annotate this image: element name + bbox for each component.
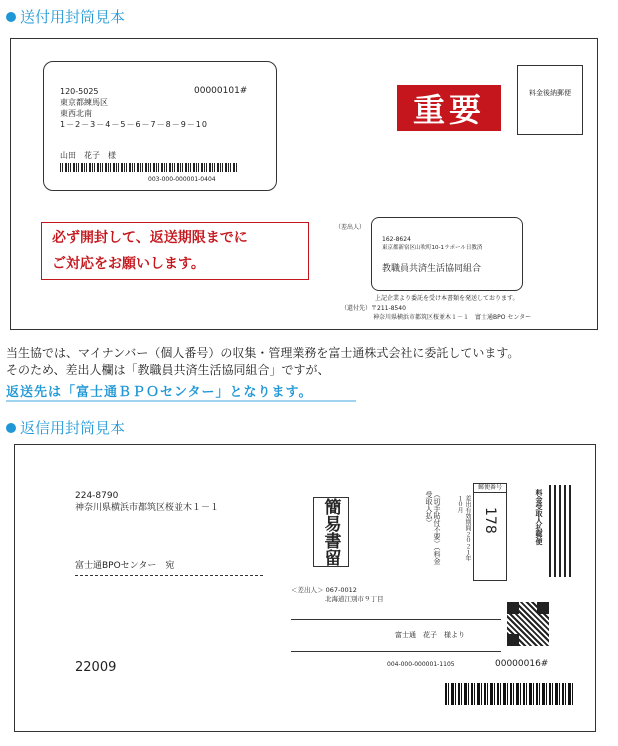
reply-address: 神奈川県横浜市都筑区桜並木１－１ [75,503,220,513]
send-envelope [10,38,598,330]
explanation-line-1: 当生協では、マイナンバー（個人番号）の収集・管理業務を富士通株式会社に委託しています。 [6,346,520,360]
notice-line-1: 必ず開封して、返送期限までに [52,230,248,246]
sender-window [371,217,523,291]
return-label: （還付先）〒211-8540 [341,305,406,312]
no-stamp-note: （切手貼付不要）（料金受取人払） [425,491,441,565]
postage-label: 料金後納郵便 [529,89,571,97]
address-window [43,61,277,191]
section-title-text: 送付用封筒見本 [20,8,126,26]
reply-sender-postal: 067-0012 [325,586,357,594]
sender-rule-2 [291,651,501,652]
sender-label: （差出人） [335,224,366,231]
registered-mail-label: 簡易書留 [313,497,349,567]
recipient-name: 山田 花子 様 [60,151,116,160]
important-badge: 重要 [397,85,501,131]
post-number: 178 [482,507,498,534]
reply-recipient: 富士通BPOセンター 宛 [75,561,175,571]
sender-name: 教職員共済生活協同組合 [382,264,482,274]
recipient-address-1: 東京都練馬区 [60,98,108,107]
section-title-reply [6,417,125,438]
qr-code [507,602,549,646]
postage-mark [517,65,583,135]
customer-barcode [60,163,238,172]
recipient-number: 00000101# [194,86,248,96]
reply-postal: 224-8790 [75,491,119,501]
bullet-icon [6,12,16,22]
sender-rule-1 [291,619,501,620]
sender-address: 東京都新宿区山吹町10-1ラポール日教済 [382,245,483,251]
section-title-send [6,6,125,27]
section-title-text: 返信用封筒見本 [20,419,126,437]
valid-period-note: 差出有効期間２０２１年１０月 [456,495,471,561]
reply-postage: 料金受取人払郵便 [535,489,543,545]
reply-sender-name: 富士通 花子 様より [395,631,465,639]
post-number-box [473,483,507,581]
recipient-underline [75,575,263,576]
recipient-code: 003-000-000001-0404 [148,176,216,183]
recipient-address-3: 1－2－3－4－5－6－7－8－9－10 [60,120,208,129]
reply-sender-address: 北海道江別市９丁目 [325,595,384,603]
reply-id: 00000016# [495,659,549,669]
recipient-address-2: 東西北南 [60,109,92,118]
return-destination-highlight: 返送先は「富士通ＢＰＯセンター」となります。 [6,381,356,402]
reply-envelope [14,444,596,732]
return-address: 神奈川県横浜市都筑区桜並木１－１ 富士通BPO センター [373,314,532,321]
reply-barcode [445,683,573,705]
reply-sender-label-text: ＜差出人＞ [291,586,324,594]
recipient-postal: 120-5025 [60,87,99,96]
post-number-label: 郵便番号 [474,484,506,493]
consign-note: 上記企業より委託を受け本書類を発送しております。 [375,295,519,302]
open-notice [41,222,309,280]
notice-line-2: ご対応をお願いします。 [52,256,205,272]
sender-postal: 162-8624 [382,236,411,243]
postage-bars [549,485,573,577]
reply-number: 22009 [75,660,117,675]
reply-code: 004-000-000001-1105 [387,661,455,668]
reply-sender-label [291,586,357,594]
bullet-icon [6,423,16,433]
explanation-line-2: そのため、差出人欄は「教職員共済生活協同組合」ですが、 [6,363,330,377]
